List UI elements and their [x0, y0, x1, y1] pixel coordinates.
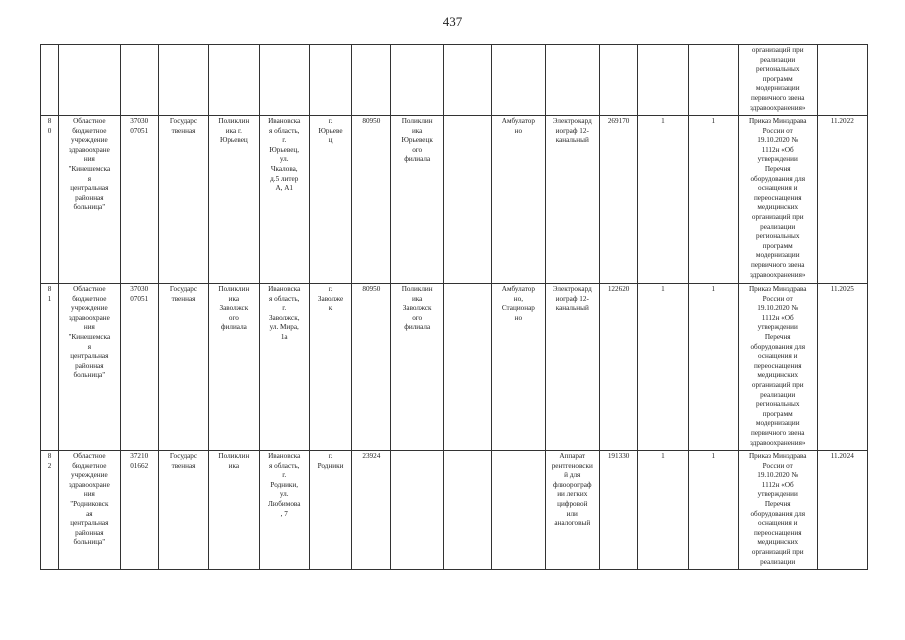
cell-equipment	[545, 45, 599, 116]
cell-num: 8 0	[41, 116, 59, 284]
cell-equipment: Электрокард иограф 12- канальный	[545, 284, 599, 451]
cell-ownership: Государс твенная	[158, 451, 208, 570]
cell-care-type	[492, 45, 545, 116]
table-row-continuation	[41, 45, 868, 116]
cell-code: 37030 07051	[120, 284, 158, 451]
cell-oktmo: 80950	[352, 284, 391, 451]
cell-order: организаций при реализации региональных программ модернизации первичного звена здравоохранения»	[738, 45, 817, 116]
table-row	[41, 116, 868, 284]
cell-blank	[443, 45, 491, 116]
cell-unit: Поликлин ика г. Юрьевец	[209, 116, 259, 284]
cell-org: Областное бюджетное учреждение здравоохране ния "Родниковск ая центральная районная больница"	[59, 451, 120, 570]
cell-ownership: Государс твенная	[158, 284, 208, 451]
cell-qty1: 1	[638, 451, 688, 570]
cell-city: г. Родники	[309, 451, 351, 570]
cell-code: 37210 01662	[120, 451, 158, 570]
cell-blank	[443, 284, 491, 451]
cell-oktmo	[352, 45, 391, 116]
cell-order: Приказ Минздрава России от 19.10.2020 № 1112н «Об утверждении Перечня оборудования для оснащения и переоснащения медицинских организаций при реализации региональных программ модернизации первичного звена здравоохранения»	[738, 116, 817, 284]
cell-org: Областное бюджетное учреждение здравоохране ния "Кинешемска я центральная районная больница"	[59, 284, 120, 451]
cell-date: 11.2024	[817, 451, 867, 570]
cell-org	[59, 45, 120, 116]
cell-price	[599, 45, 637, 116]
cell-subdivision	[391, 451, 443, 570]
cell-price: 122620	[599, 284, 637, 451]
cell-qty1: 1	[638, 284, 688, 451]
cell-subdivision: Поликлин ика Заволжск ого филиала	[391, 284, 443, 451]
cell-oktmo: 23924	[352, 451, 391, 570]
cell-blank	[443, 116, 491, 284]
table-row	[41, 284, 868, 451]
cell-care-type	[492, 451, 545, 570]
cell-date: 11.2025	[817, 284, 867, 451]
cell-code	[120, 45, 158, 116]
cell-num	[41, 45, 59, 116]
cell-num: 8 1	[41, 284, 59, 451]
cell-equipment: Аппарат рентгеновски й для флюорограф ии легких цифровой или аналоговый	[545, 451, 599, 570]
cell-subdivision	[391, 45, 443, 116]
cell-address: Ивановска я область, г. Юрьевец, ул. Чкалова, д.5 литер А, А1	[259, 116, 309, 284]
equipment-register-table	[40, 44, 868, 570]
cell-care-type: Амбулатор но, Стационар но	[492, 284, 545, 451]
cell-address: Ивановска я область, г. Родники, ул. Любимова , 7	[259, 451, 309, 570]
table-row	[41, 451, 868, 570]
cell-blank	[443, 451, 491, 570]
cell-city	[309, 45, 351, 116]
cell-code: 37030 07051	[120, 116, 158, 284]
cell-price: 269170	[599, 116, 637, 284]
cell-num: 8 2	[41, 451, 59, 570]
cell-address	[259, 45, 309, 116]
cell-subdivision: Поликлин ика Юрьевецк ого филиала	[391, 116, 443, 284]
cell-ownership	[158, 45, 208, 116]
cell-qty2: 1	[688, 284, 738, 451]
cell-city: г. Заволже к	[309, 284, 351, 451]
cell-price: 191330	[599, 451, 637, 570]
cell-care-type: Амбулатор но	[492, 116, 545, 284]
cell-unit: Поликлин ика Заволжск ого филиала	[209, 284, 259, 451]
cell-city: г. Юрьеве ц	[309, 116, 351, 284]
cell-org: Областное бюджетное учреждение здравоохране ния "Кинешемска я центральная районная больница"	[59, 116, 120, 284]
cell-qty1	[638, 45, 688, 116]
cell-ownership: Государс твенная	[158, 116, 208, 284]
cell-oktmo: 80950	[352, 116, 391, 284]
cell-qty2: 1	[688, 116, 738, 284]
cell-order: Приказ Минздрава России от 19.10.2020 № 1112н «Об утверждении Перечня оборудования для оснащения и переоснащения медицинских организаций при реализации	[738, 451, 817, 570]
page-number: 437	[442, 14, 463, 29]
cell-qty2	[688, 45, 738, 116]
cell-unit: Поликлин ика	[209, 451, 259, 570]
cell-equipment: Электрокард иограф 12- канальный	[545, 116, 599, 284]
cell-qty1: 1	[638, 116, 688, 284]
cell-order: Приказ Минздрава России от 19.10.2020 № 1112н «Об утверждении Перечня оборудования для оснащения и переоснащения медицинских организаций при реализации региональных программ модернизации первичного звена здравоохранения»	[738, 284, 817, 451]
cell-date	[817, 45, 867, 116]
cell-unit	[209, 45, 259, 116]
cell-date: 11.2022	[817, 116, 867, 284]
cell-qty2: 1	[688, 451, 738, 570]
cell-address: Ивановска я область, г. Заволжск, ул. Мира, 1а	[259, 284, 309, 451]
